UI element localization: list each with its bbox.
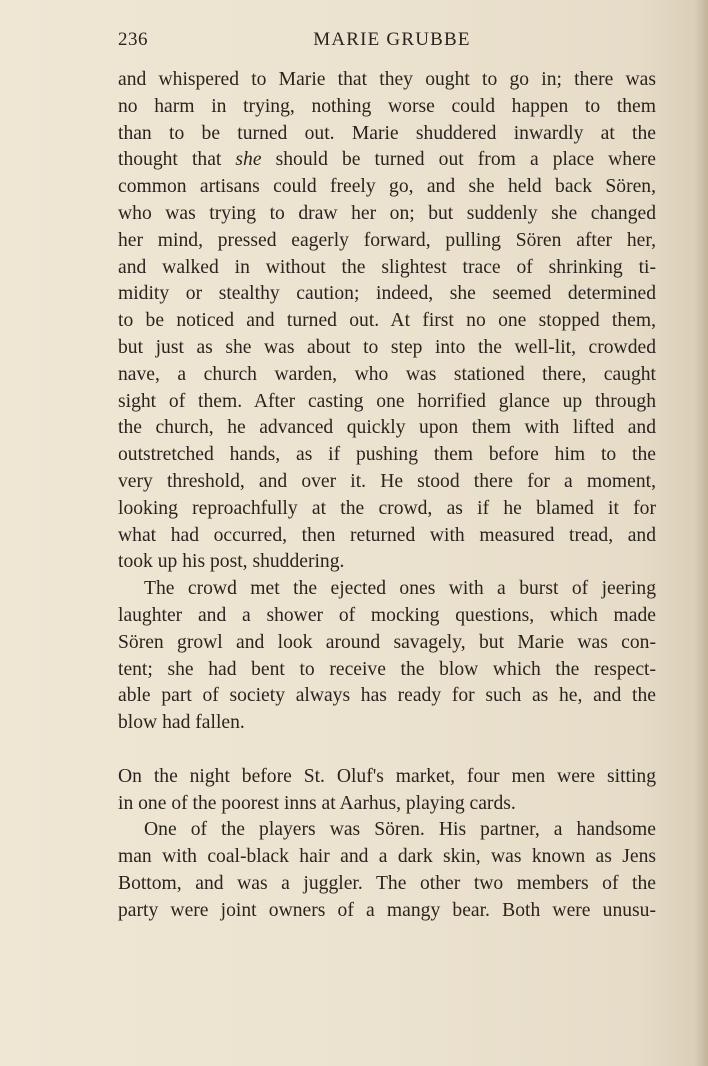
text-line: nave, a church warden, who was stationed there, caught — [118, 363, 656, 385]
text-line: in one of the poorest inns at Aarhus, playing cards. — [118, 792, 516, 814]
text-line: her mind, pressed eagerly forward, pulling Sören after her, — [118, 229, 656, 251]
text-line: laughter and a shower of mocking questions, which made — [118, 604, 656, 626]
text-line: man with coal-black hair and a dark skin, was known as Jens — [118, 846, 656, 868]
text-line: Sören growl and look around savagely, but Marie was con- — [118, 631, 656, 653]
text-line: One of the players was Sören. His partner, a handsome — [144, 819, 656, 841]
section-break — [118, 737, 656, 764]
text-line: midity or stealthy caution; indeed, she seemed determined — [118, 283, 656, 305]
text-line — [118, 147, 656, 174]
body-text — [118, 67, 656, 925]
text-line: Bottom, and was a juggler. The other two members of the — [118, 872, 656, 894]
page-edge-shadow — [694, 0, 708, 1066]
text-line: looking reproachfully at the crowd, as if he blamed it for — [118, 497, 656, 519]
text-line: common artisans could freely go, and she held back Sören, — [118, 176, 656, 198]
text-line: but just as she was about to step into the well-lit, crowded — [118, 336, 656, 358]
text-line: the church, he advanced quickly upon them with lifted and — [118, 417, 656, 439]
page-number: 236 — [118, 29, 148, 50]
text-line: what had occurred, then returned with measured tread, and — [118, 524, 656, 546]
text-line: than to be turned out. Marie shuddered inwardly at the — [118, 122, 656, 144]
text-line: very threshold, and over it. He stood there for a moment, — [118, 470, 656, 492]
emphasis-she: she — [235, 149, 262, 171]
text-line: to be noticed and turned out. At first no one stopped them, — [118, 310, 656, 332]
page-header — [118, 29, 656, 57]
text-line: party were joint owners of a mangy bear. Both were unusu- — [118, 899, 656, 921]
text-line: and walked in without the slightest trace of shrinking ti- — [118, 256, 656, 278]
text-line: blow had fallen. — [118, 712, 245, 734]
text-line: sight of them. After casting one horrified glance up through — [118, 390, 656, 412]
text-line: tent; she had bent to receive the blow which the respect- — [118, 658, 656, 680]
text-line: outstretched hands, as if pushing them before him to the — [118, 444, 656, 466]
text-line: The crowd met the ejected ones with a burst of jeering — [144, 578, 656, 600]
text-line: who was trying to draw her on; but suddenly she changed — [118, 202, 656, 224]
text-line: and whispered to Marie that they ought to go in; there was — [118, 69, 656, 90]
text-line: took up his post, shuddering. — [118, 551, 345, 573]
text-line: On the night before St. Oluf's market, four men were sitting — [118, 765, 656, 787]
text-span: thought that — [118, 149, 222, 171]
text-span: should be turned out from a place where — [275, 149, 656, 171]
text-line: able part of society always has ready for such as he, and the — [118, 685, 656, 707]
running-title: MARIE GRUBBE — [313, 29, 471, 50]
text-line: no harm in trying, nothing worse could happen to them — [118, 95, 656, 117]
